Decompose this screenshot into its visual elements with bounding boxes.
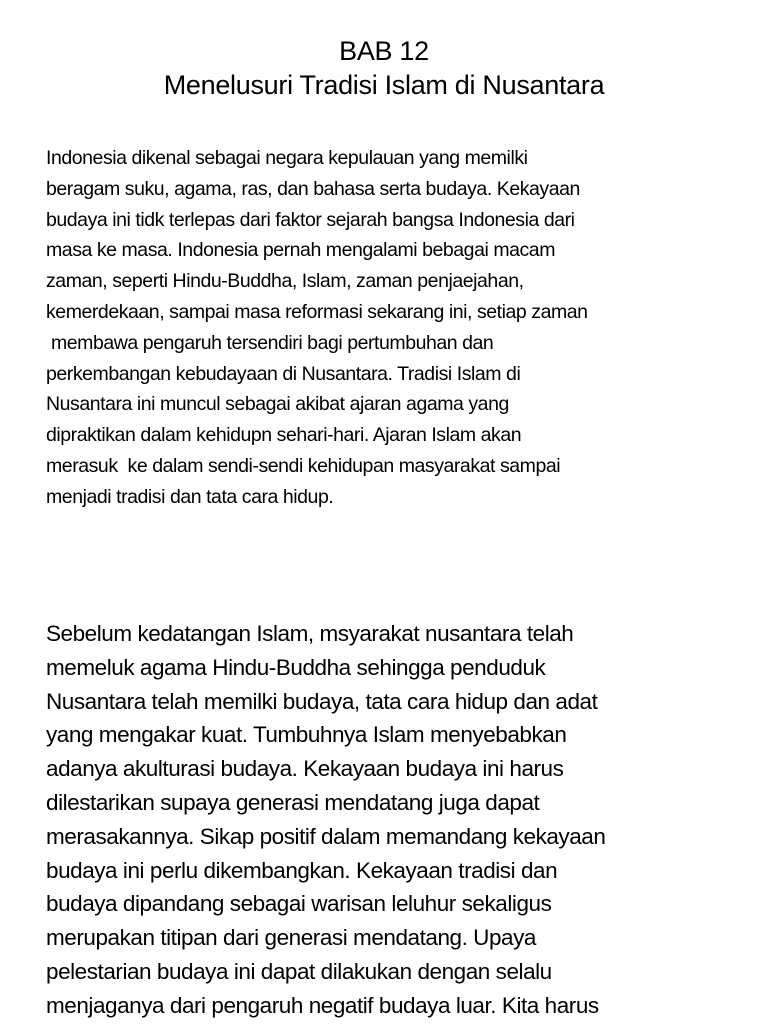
chapter-title: Menelusuri Tradisi Islam di Nusantara <box>163 70 605 100</box>
paragraph-line: memeluk agama Hindu-Buddha sehingga penduduk <box>46 654 546 680</box>
paragraph-line: Sebelum kedatangan Islam, msyarakat nusantara telah <box>46 621 574 646</box>
paragraph-line: menjadi tradisi dan tata cara hidup. <box>46 485 334 508</box>
paragraph-line: adanya akulturasi budaya. Kekayaan budaya ini harus <box>46 756 564 782</box>
paragraph-line: Nusantara telah memilki budaya, tata cara hidup dan adat <box>46 688 598 714</box>
paragraph-line: merupakan titipan dari generasi mendatang. Upaya <box>46 925 536 951</box>
title-block <box>0 34 768 102</box>
paragraph-line: budaya ini tidk terlepas dari faktor sejarah bangsa Indonesia dari <box>46 208 575 231</box>
paragraph-line: zaman, seperti Hindu-Buddha, Islam, zaman penjaejahan, <box>46 270 524 293</box>
paragraph-intro <box>46 143 736 513</box>
paragraph-line: budaya ini perlu dikembangkan. Kekayaan tradisi dan <box>46 857 558 883</box>
paragraph-line: merasuk ke dalam sendi-sendi kehidupan masyarakat sampai <box>46 454 561 477</box>
paragraph-line: Nusantara ini muncul sebagai akibat ajaran agama yang <box>46 393 509 416</box>
paragraph-line: membawa pengaruh tersendiri bagi pertumbuhan dan <box>46 331 494 354</box>
paragraph-line: perkembangan kebudayaan di Nusantara. Tradisi Islam di <box>46 362 521 385</box>
paragraph-line: masa ke masa. Indonesia pernah mengalami bebagai macam <box>46 239 555 262</box>
paragraph-line: menjaganya dari pengaruh negatif budaya luar. Kita harus <box>46 992 599 1018</box>
paragraph-acculturation <box>46 617 736 1023</box>
paragraph-line: budaya dipandang sebagai warisan leluhur sekaligus <box>46 891 552 917</box>
paragraph-line: dipraktikan dalam kehidupn sehari-hari. Ajaran Islam akan <box>46 424 522 447</box>
paragraph-line: pelestarian budaya ini dapat dilakukan dengan selalu <box>46 958 552 984</box>
paragraph-line: kemerdekaan, sampai masa reformasi sekarang ini, setiap zaman <box>46 300 588 323</box>
paragraph-line: Indonesia dikenal sebagai negara kepulauan yang memilki <box>46 147 528 169</box>
chapter-heading: BAB 12 <box>339 36 429 66</box>
paragraph-line: dilestarikan supaya generasi mendatang juga dapat <box>46 789 540 815</box>
paragraph-line: merasakannya. Sikap positif dalam memandang kekayaan <box>46 823 606 849</box>
paragraph-line: beragam suku, agama, ras, dan bahasa serta budaya. Kekayaan <box>46 177 580 200</box>
paragraph-line: yang mengakar kuat. Tumbuhnya Islam menyebabkan <box>46 722 567 748</box>
